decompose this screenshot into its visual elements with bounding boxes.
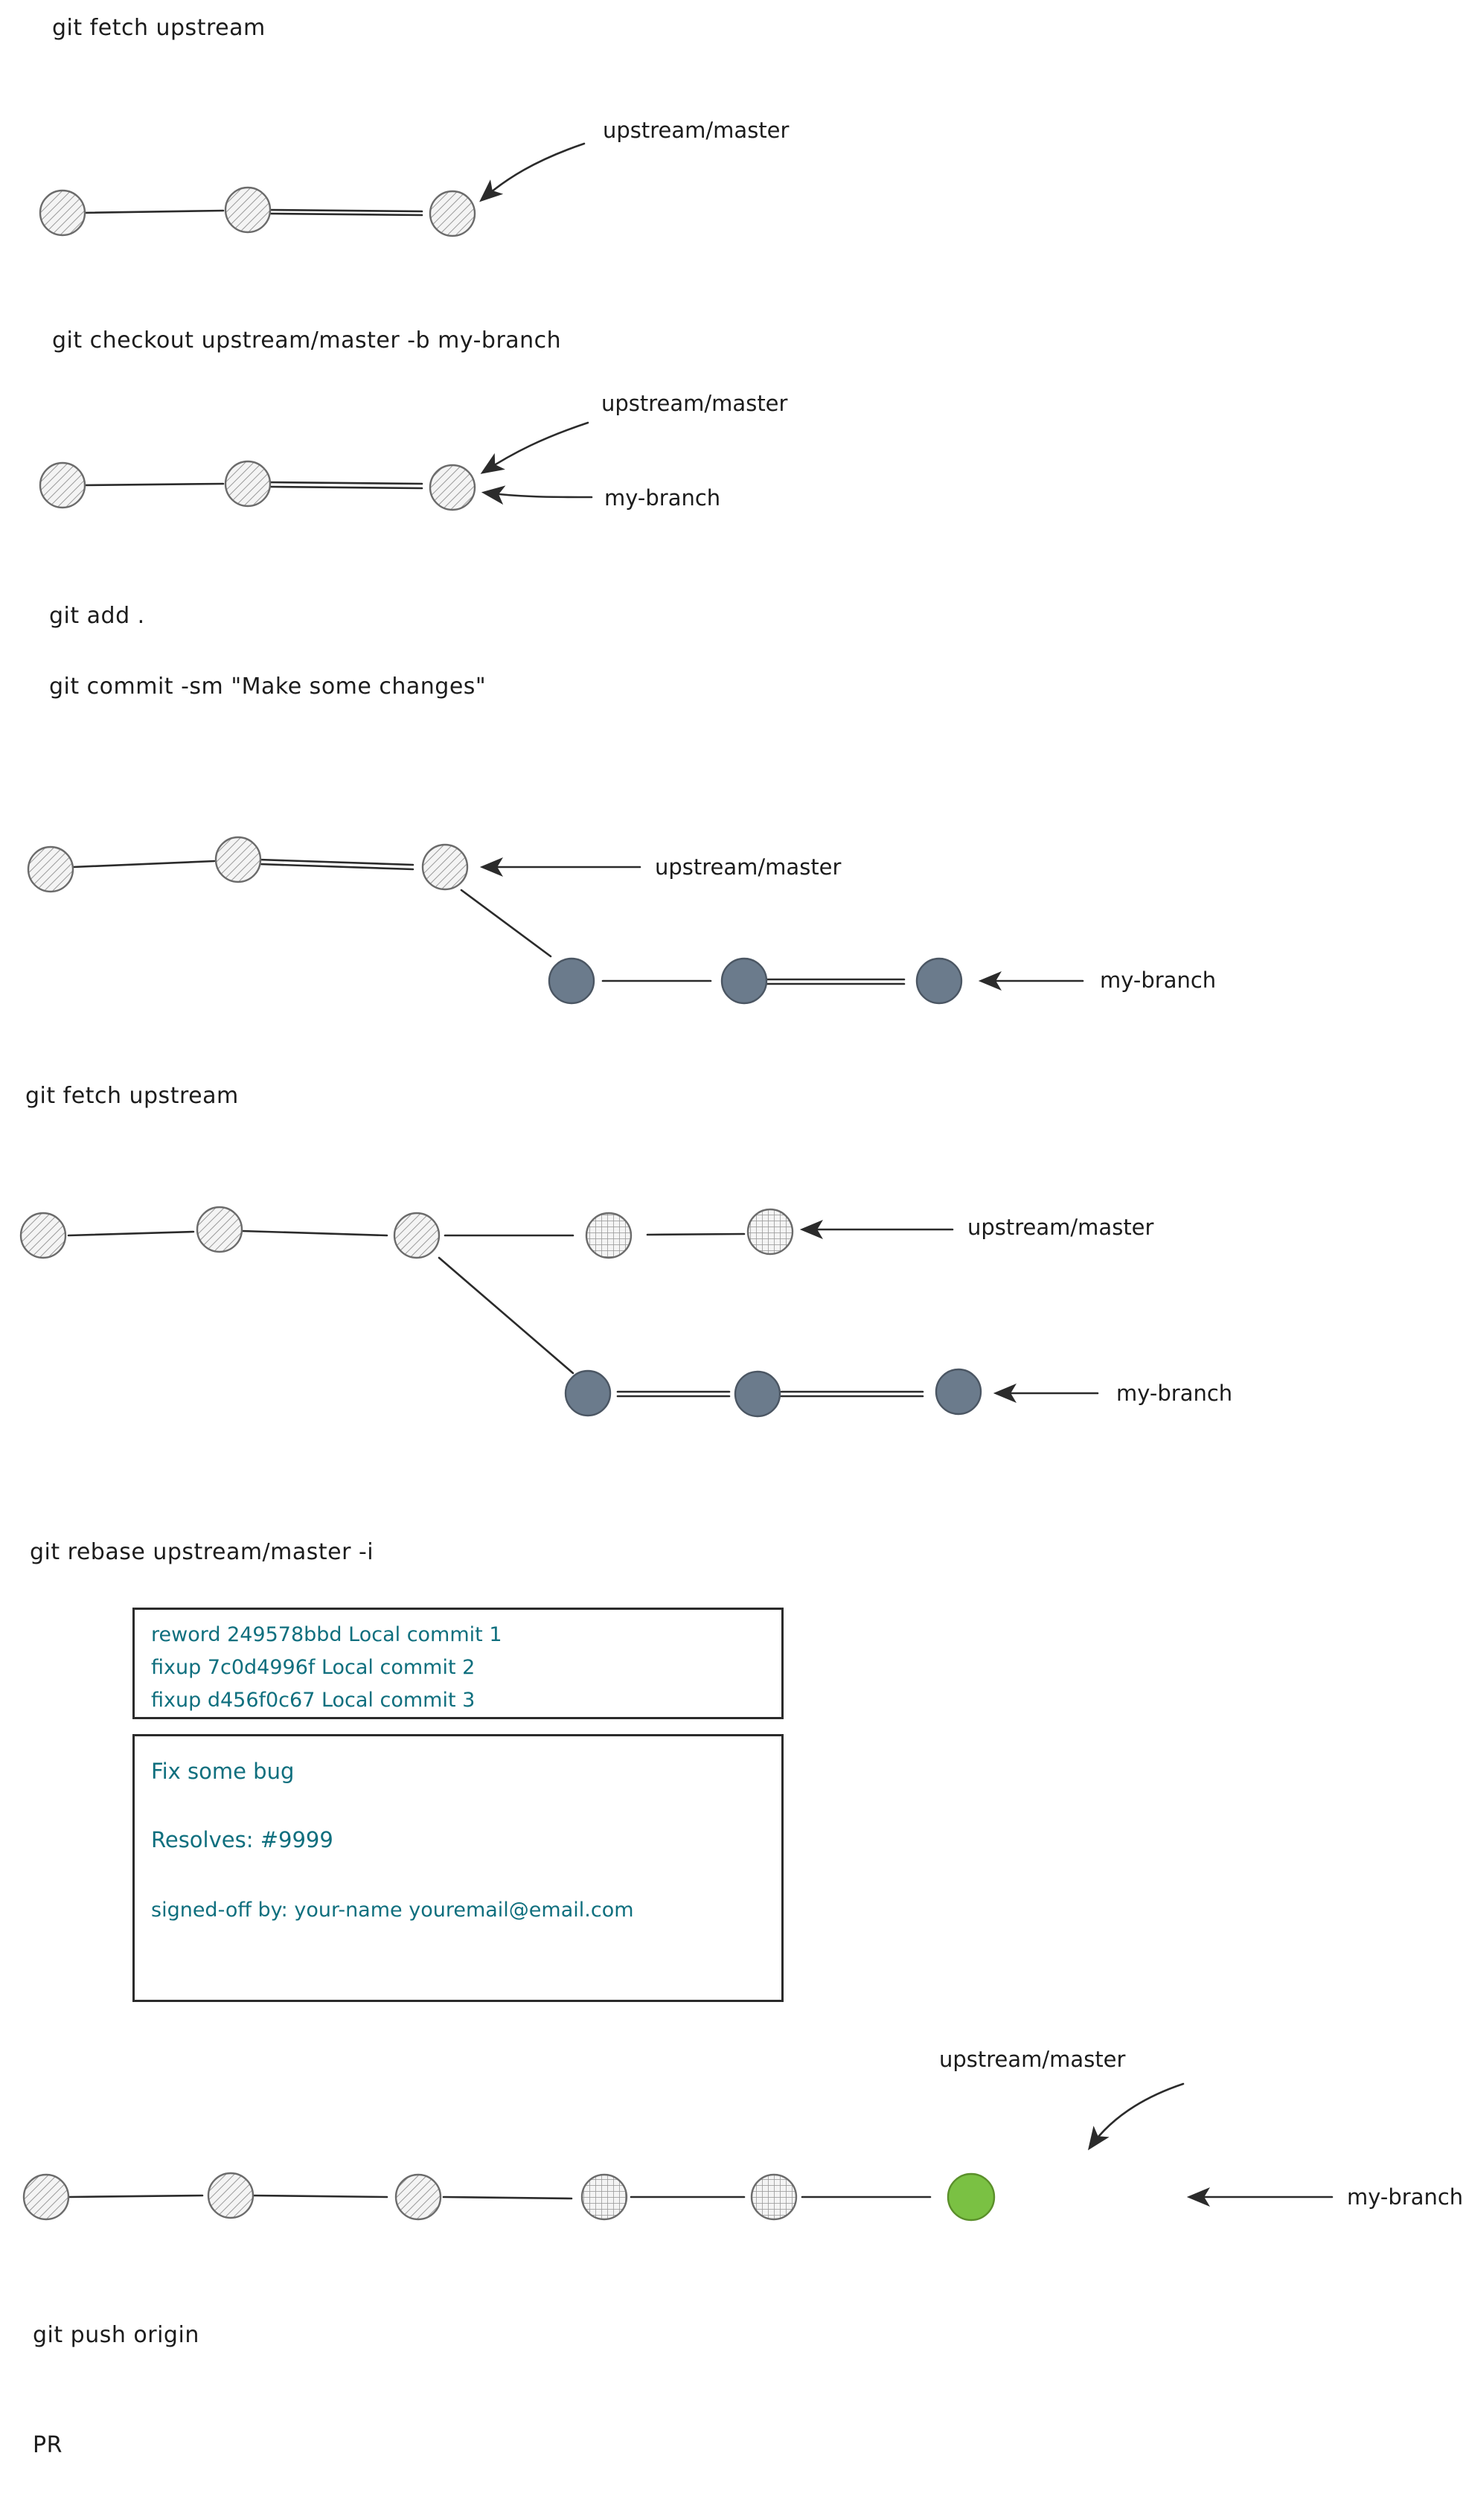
rebase-todo-line-3: fixup d456f0c67 Local commit 3 <box>151 1689 476 1712</box>
command-git-checkout-branch: git checkout upstream/master -b my-branch <box>52 327 562 354</box>
commit-message-resolves: Resolves: #9999 <box>151 1827 333 1852</box>
label-my-branch-5: my-branch <box>1347 2184 1463 2210</box>
rebase-todo-box <box>132 1608 784 1719</box>
command-git-fetch-upstream-1: git fetch upstream <box>52 15 266 41</box>
command-git-add: git add . <box>49 603 145 629</box>
commit-message-signoff: signed-off by: your-name youremail@email.com <box>151 1899 634 1922</box>
command-git-rebase-interactive: git rebase upstream/master -i <box>30 1539 374 1565</box>
commit-message-subject: Fix some bug <box>151 1759 295 1784</box>
label-upstream-master-4: upstream/master <box>967 1215 1154 1240</box>
command-git-push-origin: git push origin <box>33 2322 199 2348</box>
label-upstream-master-2: upstream/master <box>601 391 788 416</box>
rebase-todo-line-2: fixup 7c0d4996f Local commit 2 <box>151 1656 476 1679</box>
label-my-branch-3: my-branch <box>1100 968 1217 993</box>
label-upstream-master-3: upstream/master <box>655 854 842 880</box>
label-my-branch-4: my-branch <box>1116 1381 1233 1406</box>
commit-message-box <box>132 1734 784 2002</box>
command-git-commit: git commit -sm "Make some changes" <box>49 674 487 700</box>
command-git-fetch-upstream-2: git fetch upstream <box>25 1083 239 1109</box>
label-my-branch-2: my-branch <box>604 485 721 511</box>
label-upstream-master-5: upstream/master <box>939 2047 1126 2072</box>
label-upstream-master-1: upstream/master <box>603 118 790 143</box>
command-pr: PR <box>33 2432 63 2458</box>
rebase-todo-line-1: reword 249578bbd Local commit 1 <box>151 1623 502 1646</box>
